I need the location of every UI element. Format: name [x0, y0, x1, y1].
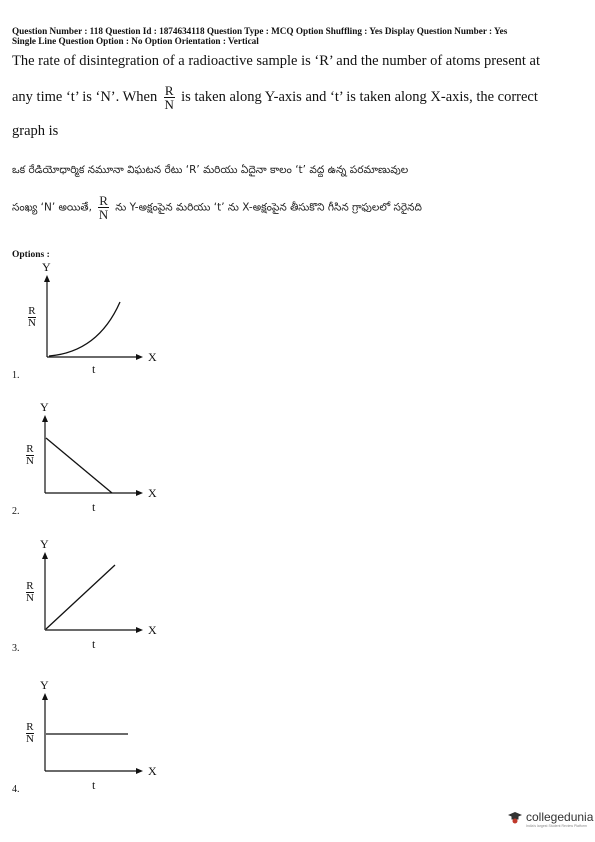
question-te-line-2-end: ను Y-అక్షంపైన మరియు ‘t’ ను X-అక్షంపైన తీసుకొని గీసిన గ్రాఫులలో సరైనది	[115, 201, 422, 214]
fraction-r-over-n-te	[98, 194, 109, 221]
rn-label-n: N	[28, 317, 36, 329]
t-label: t	[92, 778, 96, 792]
increasing-curve	[49, 302, 120, 356]
option-1-graph[interactable]	[10, 262, 170, 392]
rn-label-n: N	[26, 733, 34, 745]
option-4-graph[interactable]	[10, 676, 170, 806]
question-te-line-1: ఒక రేడియోధార్మిక నమూనా విఘటన రేటు ‘R’ మరియు ఏదైనా కాలం ‘t’ వద్ద ఉన్న పరమాణువుల	[12, 164, 409, 176]
option-4-number: 4.	[12, 784, 20, 795]
rn-label-r: R	[26, 721, 34, 733]
option-3-plot	[10, 535, 170, 655]
fraction-numerator: R	[164, 83, 174, 98]
rn-label-r: R	[28, 305, 36, 317]
question-te-line-2-start: సంఖ్య ‘N’ అయితే,	[12, 201, 92, 214]
t-label: t	[92, 362, 96, 376]
logo-name: collegedunia	[526, 810, 594, 824]
rn-label	[28, 306, 36, 329]
option-4-plot	[10, 676, 170, 796]
options-label: Options :	[12, 250, 50, 260]
rn-label	[26, 444, 34, 467]
fraction-denominator: N	[164, 97, 174, 112]
option-2-graph[interactable]	[10, 398, 170, 528]
question-en-line-2	[12, 84, 538, 111]
rn-label-r: R	[26, 580, 34, 592]
option-2-plot	[10, 398, 170, 518]
question-en-line-1: The rate of disintegration of a radioactive sample is ‘R’ and the number of atoms present at	[12, 53, 540, 69]
collegedunia-logo	[506, 806, 592, 836]
x-arrow-icon	[136, 490, 143, 496]
rn-label-n: N	[26, 455, 34, 467]
x-arrow-icon	[136, 627, 143, 633]
y-axis-label: Y	[40, 400, 49, 414]
y-arrow-icon	[44, 275, 50, 282]
question-en-line-2-end: is taken along Y-axis and ‘t’ is taken along X-axis, the correct	[181, 88, 538, 105]
y-axis-label: Y	[42, 260, 51, 274]
rn-label	[26, 722, 34, 745]
question-te-line-2	[12, 194, 422, 221]
x-axis-label: X	[148, 623, 157, 637]
logo-tagline: India's largest Student Review Platform	[526, 824, 587, 828]
option-3-number: 3.	[12, 643, 20, 654]
rn-label-r: R	[26, 443, 34, 455]
decreasing-line	[46, 438, 112, 493]
y-arrow-icon	[42, 552, 48, 559]
question-en-line-2-start: any time ‘t’ is ‘N’. When	[12, 88, 158, 105]
question-meta	[12, 26, 587, 46]
fraction-denominator-te: N	[98, 207, 109, 222]
fraction-numerator-te: R	[99, 193, 108, 208]
meta-line-1: Question Number : 118 Question Id : 1874634118 Question Type : MCQ Option Shuffling : Yes Display Question Number : Yes	[12, 26, 508, 36]
t-label: t	[92, 500, 96, 514]
increasing-line	[46, 565, 115, 629]
meta-line-2: Single Line Question Option : No Option Orientation : Vertical	[12, 36, 259, 46]
x-arrow-icon	[136, 354, 143, 360]
x-axis-label: X	[148, 350, 157, 364]
option-3-graph[interactable]	[10, 535, 170, 665]
x-arrow-icon	[136, 768, 143, 774]
option-2-number: 2.	[12, 506, 20, 517]
y-arrow-icon	[42, 415, 48, 422]
x-axis-label: X	[148, 764, 157, 778]
question-en-line-3: graph is	[12, 123, 59, 139]
rn-label	[26, 581, 34, 604]
option-1-number: 1.	[12, 370, 20, 381]
x-axis-label: X	[148, 486, 157, 500]
y-axis-label: Y	[40, 678, 49, 692]
y-axis-label: Y	[40, 537, 49, 551]
fraction-r-over-n	[164, 84, 175, 111]
graduation-cap-icon	[508, 810, 522, 824]
y-arrow-icon	[42, 693, 48, 700]
t-label: t	[92, 637, 96, 651]
rn-label-n: N	[26, 592, 34, 604]
